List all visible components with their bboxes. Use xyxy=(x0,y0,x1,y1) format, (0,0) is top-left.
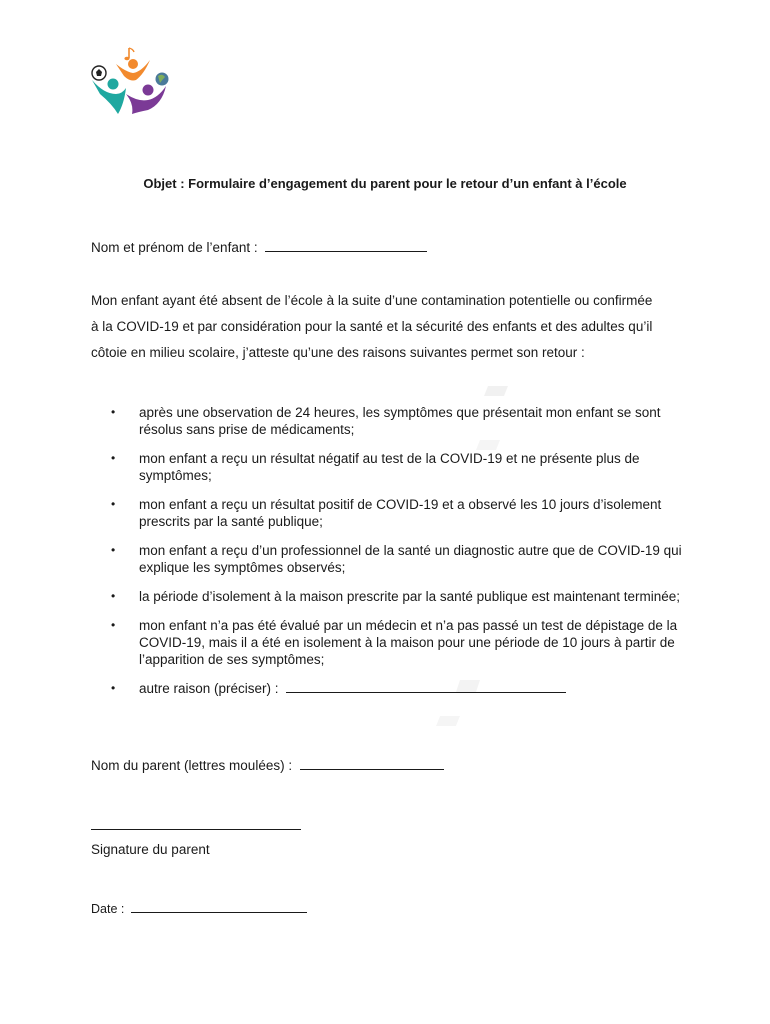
parent-name-row xyxy=(91,757,444,773)
child-name-field[interactable] xyxy=(265,239,427,252)
reason-text: après une observation de 24 heures, les symptômes que présentait mon enfant se sont résolus sans prise de médicaments; xyxy=(139,405,661,437)
reason-text: autre raison (préciser) : xyxy=(139,681,279,696)
intro-line: à la COVID-19 et par considération pour la santé et la sécurité des enfants et des adultes qu’il xyxy=(91,319,653,334)
child-name-row xyxy=(91,239,427,255)
bullet-icon: • xyxy=(111,589,116,603)
parent-name-label: Nom du parent (lettres moulées) : xyxy=(91,758,293,773)
intro-line: Mon enfant ayant été absent de l’école à la suite d’une contamination potentielle ou confirmée xyxy=(91,293,653,308)
reason-text: mon enfant a reçu d’un professionnel de la santé un diagnostic autre que de COVID-19 qui explique les symptômes observés; xyxy=(139,543,682,575)
intro-line: côtoie en milieu scolaire, j’atteste qu’une des raisons suivantes permet son retour : xyxy=(91,345,585,360)
reason-item xyxy=(108,450,688,484)
parent-name-field[interactable] xyxy=(300,757,444,770)
reason-item xyxy=(108,588,688,605)
bullet-icon: • xyxy=(111,497,116,511)
date-field[interactable] xyxy=(131,900,307,913)
reason-item xyxy=(108,542,688,576)
organization-logo xyxy=(86,42,172,118)
reason-item xyxy=(108,496,688,530)
reasons-list xyxy=(108,404,688,709)
bullet-icon: • xyxy=(111,543,116,557)
reason-text: la période d’isolement à la maison prescrite par la santé publique est maintenant terminée; xyxy=(139,589,681,604)
bullet-icon: • xyxy=(111,451,116,465)
bullet-icon: • xyxy=(111,681,116,695)
reason-text: mon enfant a reçu un résultat négatif au test de la COVID-19 et ne présente plus de symptômes; xyxy=(139,451,640,483)
reason-item xyxy=(108,404,688,438)
other-reason-field[interactable] xyxy=(286,680,566,693)
subject-heading: Objet : Formulaire d’engagement du parent pour le retour d’un enfant à l’école xyxy=(143,176,627,191)
reason-item xyxy=(108,680,688,697)
intro-paragraph xyxy=(91,288,691,366)
bullet-icon: • xyxy=(111,618,116,632)
signature-field[interactable] xyxy=(91,829,301,830)
bullet-icon: • xyxy=(111,405,116,419)
reason-text: mon enfant n’a pas été évalué par un médecin et n’a pas passé un test de dépistage de la COVID-19, mais il a été en isolement à la maison pour une période de 10 jours à partir de l’apparition de ses symptômes; xyxy=(139,618,678,667)
reason-text: mon enfant a reçu un résultat positif de COVID-19 et a observé les 10 jours d’isolement prescrits par la santé publique; xyxy=(139,497,662,529)
reason-item xyxy=(108,617,688,668)
date-row xyxy=(91,900,307,916)
child-name-label: Nom et prénom de l’enfant : xyxy=(91,240,258,255)
date-label: Date : xyxy=(91,902,125,916)
signature-label: Signature du parent xyxy=(91,842,210,857)
